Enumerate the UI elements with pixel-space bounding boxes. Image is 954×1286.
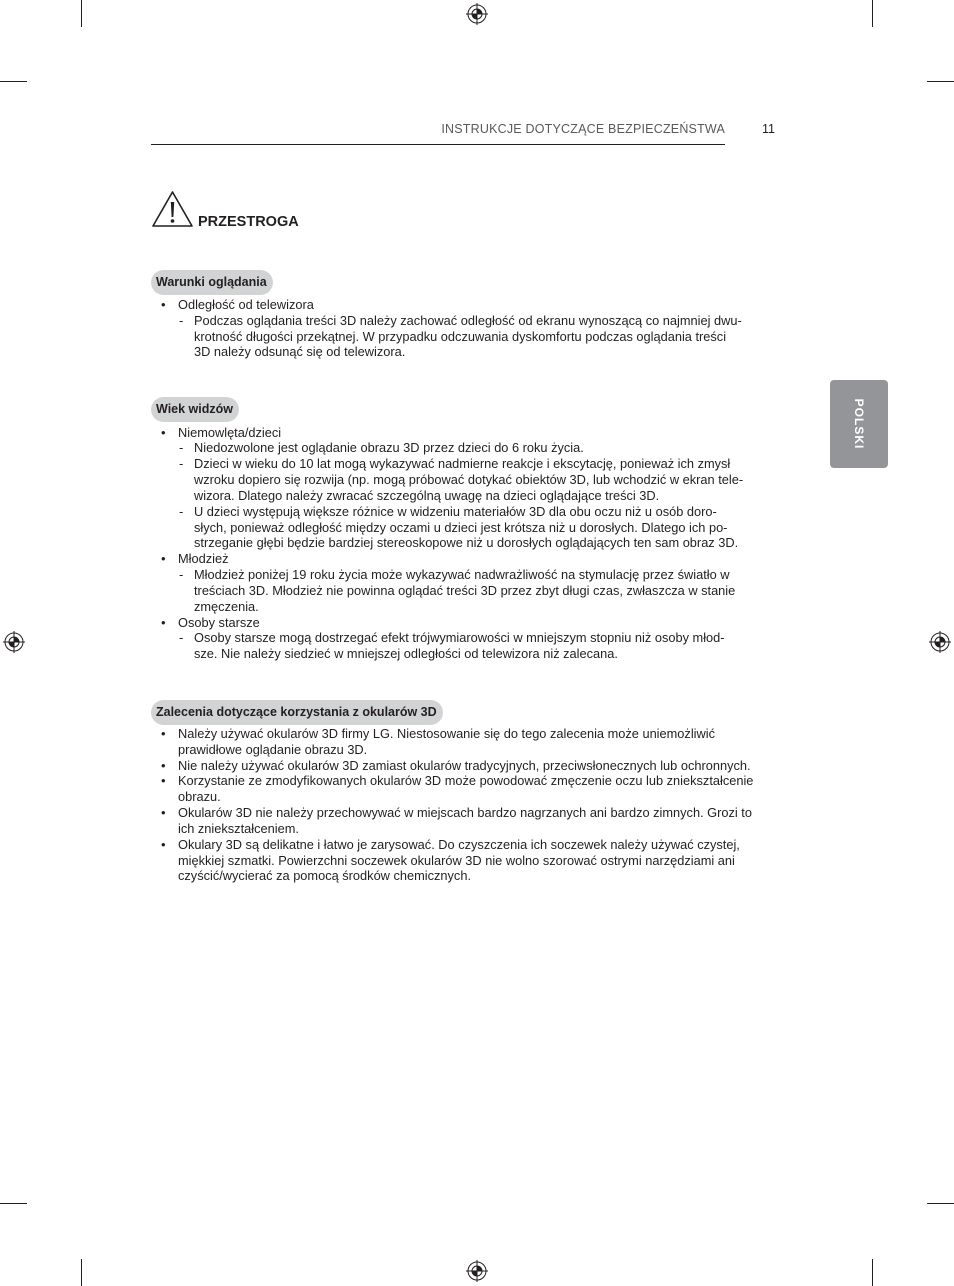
list-item: Niemowlęta/dzieci — [178, 425, 282, 440]
crop-mark — [927, 81, 954, 82]
list-item-continuation: słych, ponieważ odległość między oczami u dzieci jest krótsza niż u dorosłych. Dlatego ich po- — [194, 520, 728, 535]
section-heading: Warunki oglądania — [151, 270, 273, 295]
registration-mark-icon — [466, 1260, 488, 1282]
list-item: Odległość od telewizora — [178, 297, 314, 312]
header-rule — [151, 144, 725, 145]
list-item: Należy używać okularów 3D firmy LG. Niestosowanie się do tego zalecenia może uniemożliwić — [178, 726, 715, 741]
list-item: Okulary 3D są delikatne i łatwo je zarysować. Do czyszczenia ich soczewek należy używać czystej, — [178, 837, 740, 852]
section-heading: Zalecenia dotyczące korzystania z okularów 3D — [151, 700, 443, 725]
registration-mark-icon — [929, 631, 951, 653]
list-item-continuation: zmęczenia. — [194, 599, 259, 614]
bullet-marker: • — [161, 615, 166, 630]
list-item: Młodzież poniżej 19 roku życia może wykazywać nadwrażliwość na stymulację przez światło w — [194, 567, 730, 582]
bullet-marker: • — [161, 726, 166, 741]
list-item: Nie należy używać okularów 3D zamiast okularów tradycyjnych, przeciwsłonecznych lub ochronnych. — [178, 758, 751, 773]
list-item-continuation: obrazu. — [178, 789, 221, 804]
list-item: Niedozwolone jest oglądanie obrazu 3D przez dzieci do 6 roku życia. — [194, 440, 584, 455]
list-item-continuation: krotność długości przekątnej. W przypadku odczuwania dyskomfortu podczas oglądania treści — [194, 329, 727, 344]
list-item: Osoby starsze mogą dostrzegać efekt trójwymiarowości w mniejszym stopniu niż osoby młod- — [194, 630, 725, 645]
list-item-continuation: wzroku dopiero się rozwija (np. mogą próbować dotykać obiektów 3D, lub wchodzić w ekran tele- — [194, 472, 744, 487]
bullet-marker: • — [161, 805, 166, 820]
language-tab-label: POLSKI — [852, 398, 866, 450]
list-item: Podczas oglądania treści 3D należy zachować odległość od ekranu wynoszącą co najmniej dwu- — [194, 313, 742, 328]
crop-mark — [81, 1259, 82, 1286]
dash-marker: - — [179, 440, 184, 455]
list-item-continuation: strzeganie głębi będzie bardziej stereoskopowe niż u dorosłych oglądających ten sam obraz 3D. — [194, 535, 739, 550]
list-item: Osoby starsze — [178, 615, 260, 630]
warning-triangle-icon — [151, 190, 194, 228]
dash-marker: - — [179, 567, 184, 582]
language-tab — [830, 380, 888, 468]
running-header-title: INSTRUKCJE DOTYCZĄCE BEZPIECZEŃSTWA — [441, 122, 725, 136]
bullet-marker: • — [161, 425, 166, 440]
list-item: Okularów 3D nie należy przechowywać w miejscach bardzo nagrzanych ani bardzo zimnych. Grozi to — [178, 805, 752, 820]
list-item-continuation: treściach 3D. Młodzież nie powinna oglądać treści 3D przez zbyt długi czas, zwłaszcza w stanie — [194, 583, 736, 598]
page-number: 11 — [762, 122, 775, 136]
caution-heading: PRZESTROGA — [198, 214, 299, 230]
dash-marker: - — [179, 456, 184, 471]
bullet-marker: • — [161, 773, 166, 788]
list-item-continuation: sze. Nie należy siedzieć w mniejszej odległości od telewizora niż zalecana. — [194, 646, 618, 661]
list-item-continuation: prawidłowe oglądanie obrazu 3D. — [178, 742, 368, 757]
crop-mark — [81, 0, 82, 27]
list-item: Młodzież — [178, 551, 229, 566]
list-item-continuation: ich zniekształceniem. — [178, 821, 299, 836]
dash-marker: - — [179, 630, 184, 645]
crop-mark — [0, 81, 27, 82]
registration-mark-icon — [466, 3, 488, 25]
section-heading: Wiek widzów — [151, 397, 239, 422]
crop-mark — [872, 1259, 873, 1286]
bullet-marker: • — [161, 758, 166, 773]
list-item: Dzieci w wieku do 10 lat mogą wykazywać nadmierne reakcje i ekscytację, ponieważ ich zmysł — [194, 456, 731, 471]
dash-marker: - — [179, 313, 184, 328]
list-item: U dzieci występują większe różnice w widzeniu materiałów 3D dla obu oczu niż u osób doro- — [194, 504, 717, 519]
crop-mark — [0, 1203, 27, 1204]
registration-mark-icon — [3, 631, 25, 653]
crop-mark — [927, 1203, 954, 1204]
list-item-continuation: miękkiej szmatki. Powierzchni soczewek okularów 3D nie wolno szorować ostrymi narzędziami ani — [178, 853, 735, 868]
bullet-marker: • — [161, 297, 166, 312]
bullet-marker: • — [161, 551, 166, 566]
bullet-marker: • — [161, 837, 166, 852]
crop-mark — [872, 0, 873, 27]
list-item: Korzystanie ze zmodyfikowanych okularów 3D może powodować zmęczenie oczu lub zniekształcenie — [178, 773, 754, 788]
dash-marker: - — [179, 504, 184, 519]
list-item-continuation: wizora. Dlatego należy zwracać szczególną uwagę na dzieci oglądające treści 3D. — [194, 488, 660, 503]
list-item-continuation: czyścić/wycierać za pomocą środków chemicznych. — [178, 868, 471, 883]
list-item-continuation: 3D należy odsunąć się od telewizora. — [194, 344, 406, 359]
